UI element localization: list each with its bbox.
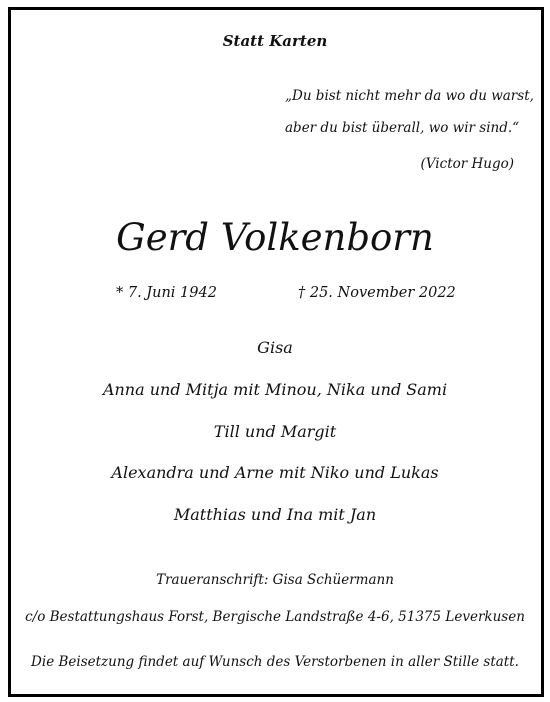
- burial-note: Die Beisetzung findet auf Wunsch des Verstorbenen in aller Stille statt.: [31, 654, 519, 670]
- family-member: Anna und Mitja mit Minou, Nika und Sami: [102, 380, 448, 399]
- family-member: Matthias und Ina mit Jan: [173, 505, 377, 524]
- deceased-name: Gerd Volkenborn: [116, 216, 434, 259]
- family-member: Alexandra und Arne mit Niko und Lukas: [111, 463, 439, 482]
- quote-author: (Victor Hugo): [420, 156, 514, 172]
- notice-heading: Statt Karten: [222, 32, 328, 50]
- quote-line-1: „Du bist nicht mehr da wo du warst,: [285, 88, 534, 104]
- death-date: † 25. November 2022: [298, 285, 456, 301]
- birth-date: * 7. Juni 1942: [116, 285, 217, 301]
- family-member: Till und Margit: [213, 422, 337, 441]
- mourning-address-line-2: c/o Bestattungshaus Forst, Bergische Landstraße 4-6, 51375 Leverkusen: [25, 609, 525, 625]
- family-member: Gisa: [257, 338, 293, 357]
- quote-line-2: aber du bist überall, wo wir sind.“: [285, 120, 520, 136]
- mourning-address-line-1: Traueranschrift: Gisa Schüermann: [156, 572, 394, 588]
